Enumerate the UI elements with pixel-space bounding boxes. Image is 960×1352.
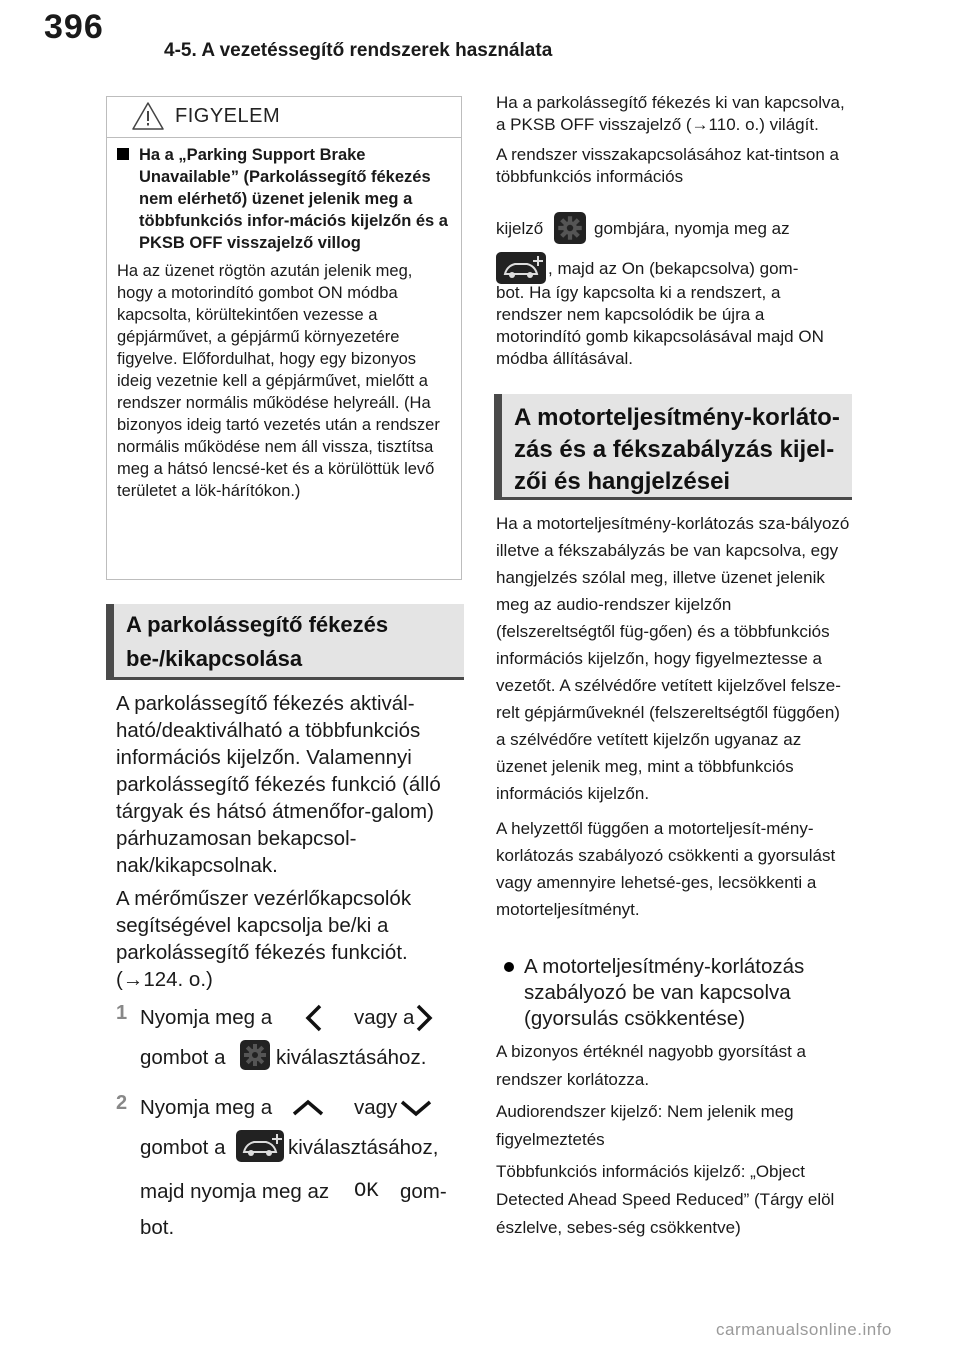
step-text: vagy a <box>354 1006 415 1029</box>
paragraph-text: gombjára, nyomja meg az <box>594 219 790 238</box>
paragraph <box>116 885 462 993</box>
bullet-heading: A motorteljesítmény-korlátozás szabályozó be van kapcsolva (gyorsulás csökkentése) <box>524 955 805 1030</box>
warning-box <box>106 96 462 580</box>
step-text: gombot a <box>140 1136 226 1159</box>
step-number: 1 <box>116 1002 128 1024</box>
section-heading-line: be-/kikapcsolása <box>126 646 303 671</box>
paragraph: Ha a motorteljesítmény-korlátozás sza-bályozó illetve a fékszabályzás be van kapcsolva, egy hangjelzés szólal meg, illetve üzenet jelenik meg az audio-rendszer kijelzőn (felszereltségtől füg-gően) és a többfunkciós információs kijelzőn, hogy figyelmeztesse a vezetőt. A szélvédőre vetített kijelzővel felsze-relt gépjárműveknél (felszereltségtől függően) a szélvédőre vetített kijelzőn ugyanaz az üzenet jelenik meg, mint a többfunkciós információs kijelzőn. <box>496 514 850 803</box>
right-body <box>496 510 850 923</box>
chevron-left-icon <box>296 1002 332 1034</box>
right-body-lower <box>496 1038 850 1242</box>
paragraph-text: kijelző <box>496 219 544 238</box>
step-text: majd nyomja meg az <box>140 1180 330 1203</box>
gear-icon <box>240 1040 270 1070</box>
square-bullet-icon <box>117 148 129 160</box>
step-1-line1 <box>116 1002 462 1042</box>
paragraph: A helyzettől függően a motorteljesít-mény-korlátozás szabályozó csökkenti a gyorsulást vagy amennyire lehetsé-ges, lecsökkenti a motorteljesítményt. <box>496 819 836 919</box>
paragraph: A bizonyos értéknél nagyobb gyorsítást a rendszer korlátozza. <box>496 1042 806 1089</box>
section-heading-line: A parkolássegítő fékezés <box>126 612 389 637</box>
paragraph: bot. Ha így kapcsolta ki a rendszert, a rendszer nem kapcsolódik be újra a motorindító gomb kikapcsolásával majd ON módba állításával. <box>496 283 824 368</box>
page-reference: (→124. o.) <box>116 968 213 991</box>
round-bullet-icon <box>504 962 514 972</box>
paragraph: A rendszer visszakapcsolásához kat-tintson a többfunkciós információs <box>496 145 840 186</box>
warning-heading: Ha a „Parking Support Brake Unavailable” (Parkolássegítő fékezés nem elérhető) üzenet jelenik meg a többfunkciós infor-mációs kijelzőn és a PKSB OFF visszajelző villog <box>139 146 448 252</box>
section-heading-line: A motorteljesítmény-korláto- <box>514 404 840 431</box>
step-number: 2 <box>116 1092 128 1114</box>
ok-button-label: OK <box>354 1180 379 1203</box>
step-2-line3 <box>140 1176 470 1208</box>
chevron-down-icon <box>396 1094 436 1120</box>
paragraph: A parkolássegítő fékezés aktivál-ható/deaktiválható a többfunkciós információs kijelzőn. Valamennyi parkolássegítő fékezés funkció (álló tárgyak és hátsó átmenőfor-galom) párhuzamosan bekapcsol-nak/kikapcsolnak. <box>116 692 441 877</box>
paragraph: Audiorendszer kijelző: Nem jelenik meg figyelmeztetés <box>496 1102 794 1149</box>
paragraph: Többfunkciós információs kijelző: „Object Detected Ahead Speed Reduced” (Tárgy elöl észlelve, sebes-ség csökkentve) <box>496 1162 835 1237</box>
step-text: Nyomja meg a <box>140 1006 273 1029</box>
step-text: Nyomja meg a <box>140 1096 273 1119</box>
left-body <box>116 690 462 993</box>
right-top-body <box>496 92 848 188</box>
right-top-body-cont <box>496 282 848 370</box>
section-heading-engine-limit <box>494 394 852 500</box>
bullet-item <box>496 954 850 1032</box>
step-text: gombot a <box>140 1046 226 1069</box>
car-settings-icon <box>236 1130 284 1162</box>
warning-triangle-icon <box>131 101 165 131</box>
section-heading-parking-brake <box>106 604 464 680</box>
step-text: vagy <box>354 1096 398 1119</box>
watermark: carmanualsonline.info <box>716 1320 892 1339</box>
header-title: 4-5. A vezetéssegítő rendszerek használata <box>164 40 553 61</box>
warning-title: FIGYELEM <box>175 105 281 127</box>
step-1-line2 <box>140 1040 470 1076</box>
warning-text: Ha az üzenet rögtön azután jelenik meg, hogy a motorindító gombot ON módba kapcsolta, körültekintően vezesse a gépjárművet, a gépjármű környezetére figyelve. Előfordulhat, hogy egy bizonyos ideig vezetnie kell a gépjárművet, mielőtt a rendszer normális működése helyreáll. (Ha bizonyos ideig tartó vezetés után a rendszer normális működése nem áll vissza, tisztítsa meg a hátsó lencsé-ket és a körülöttük levő területet a lök-hárítókon.) <box>117 262 440 500</box>
step-text: gom- <box>400 1180 447 1203</box>
step-text: kiválasztásához, <box>288 1136 439 1159</box>
car-settings-icon <box>496 252 546 284</box>
chevron-up-icon <box>288 1094 328 1120</box>
paragraph-text: A mérőműszer vezérlőkapcsolók segítségével kapcsolja be/ki a parkolássegítő fékezés funkciót. <box>116 887 412 964</box>
chevron-right-icon <box>406 1002 442 1034</box>
paragraph-text: , majd az On (bekapcsolva) gom- <box>548 259 799 278</box>
step-2-line4 <box>140 1214 174 1241</box>
step-2-line2 <box>140 1130 470 1166</box>
warning-header <box>107 97 461 138</box>
step-2-line1 <box>116 1092 462 1128</box>
paragraph: Ha a parkolássegítő fékezés ki van kapcsolva, a PKSB OFF visszajelző (→110. o.) világít. <box>496 93 845 134</box>
page-number: 396 <box>44 8 104 46</box>
right-top-icon-line1 <box>496 212 848 248</box>
step-text: bot. <box>140 1216 175 1239</box>
section-heading-line: zás és a fékszabályzás kijel- <box>514 436 835 463</box>
section-heading-line: zői és hangjelzései <box>514 468 731 495</box>
gear-icon <box>554 212 586 244</box>
step-text: kiválasztásához. <box>276 1046 427 1069</box>
